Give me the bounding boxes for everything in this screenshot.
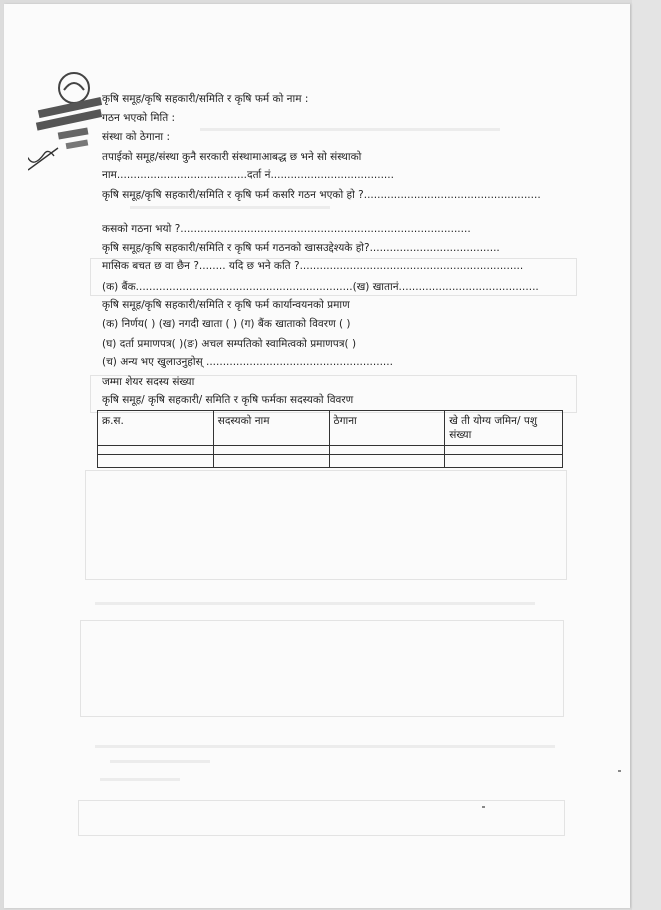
table-row — [98, 455, 563, 468]
scanner-edge — [632, 0, 661, 910]
field-name-registration: नाम.......................................दर्ता नं..................................... — [102, 169, 394, 181]
field-proof-options-2: (घ) दर्ता प्रमाणपत्र( )(ङ) अचल सम्पतिको स्वामित्वको प्रमाणपत्र( ) — [102, 338, 357, 350]
header-land-livestock: खे ती योग्य जमिन/ पशु संख्या — [445, 411, 563, 446]
header-serial-no: क्र.स. — [98, 411, 214, 446]
field-proof-options-1: (क) निर्णय( ) (ख) नगदी खाता ( ) (ग) बैंक खाताको विवरण ( ) — [102, 318, 351, 330]
table-cell — [213, 446, 329, 455]
table-cell — [329, 455, 445, 468]
table-cell — [98, 455, 214, 468]
field-affiliation-question: तपाईको समूह/संस्था कुनै सरकारी संस्थामाआबद्ध छ भने सो संस्थाको — [102, 151, 362, 163]
header-member-name: सदस्यको नाम — [213, 411, 329, 446]
field-other-specify: (च) अन्य भए खुलाउनुहोस् ........................................................ — [102, 356, 393, 368]
section-members-detail: कृषि समूह/ कृषि सहकारी/ समिति र कृषि फर्मका सदस्यको विवरण — [102, 394, 354, 406]
field-implementation-proof: कृषि समूह/कृषि सहकारी/समिति र कृषि फर्म कार्यान्वयनको प्रमाण — [102, 299, 350, 311]
field-total-share-members: जम्मा शेयर सदस्य संख्या — [102, 376, 195, 388]
field-how-formed: कृषि समूह/कृषि सहकारी/समिति र कृषि फर्म कसरि गठन भएको हो ?..................................................... — [102, 189, 541, 201]
field-bank-account: (क) बैंक.................................................................(ख) खातानं.......................................... — [102, 281, 539, 293]
table-cell — [213, 455, 329, 468]
table-header-row — [98, 411, 563, 446]
table-row — [98, 446, 563, 455]
table-cell — [445, 446, 563, 455]
table-cell — [445, 455, 563, 468]
field-who-formed: कसको गठना भयो ?....................................................................................... — [102, 223, 471, 235]
table-cell — [329, 446, 445, 455]
field-group-name: कृषि समूह/कृषि सहकारी/समिति र कृषि फर्म को नाम : — [102, 93, 309, 105]
field-monthly-saving: मासिक बचत छ वा छैन ?........ यदि छ भने कति ?................................................................... — [102, 260, 524, 272]
header-address: ठेगाना — [329, 411, 445, 446]
members-table — [97, 410, 563, 468]
table-cell — [98, 446, 214, 455]
field-purpose: कृषि समूह/कृषि सहकारी/समिति र कृषि फर्म गठनको खासउद्देश्यके हो?....................................... — [102, 242, 500, 254]
field-organization-address: संस्था को ठेगाना : — [102, 131, 171, 143]
field-formation-date: गठन भएको मिति : — [102, 112, 176, 124]
